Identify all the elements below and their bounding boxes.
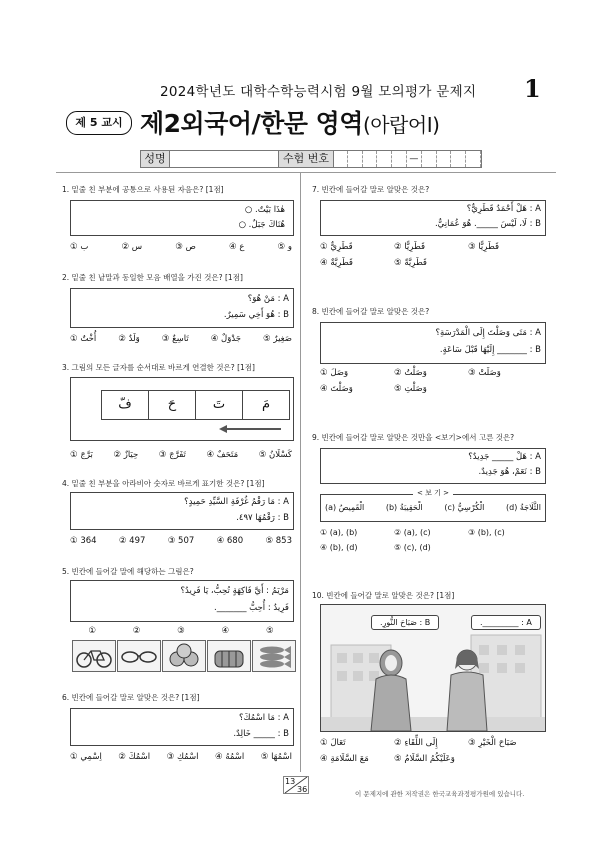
q9-bogi-b: (b) الْحَقِيبَةُ <box>385 503 423 512</box>
q1-option-5[interactable]: ⑤ و <box>277 242 292 252</box>
footer-page: 13 <box>285 777 296 786</box>
q6-line-1: A : مَا اسْمُكَ؟ <box>238 713 289 723</box>
q3-box <box>70 377 294 441</box>
q9-bogi-c: (c) الْكُرْسِيُّ <box>444 503 485 512</box>
q10-option-1[interactable]: ① تَعَالَ <box>320 738 346 748</box>
q2-prompt: 2. 밑줄 친 낱말과 동일한 모음 배열을 가진 것은? [1점] <box>62 273 243 282</box>
oranges-icon[interactable] <box>162 640 206 672</box>
q8-box <box>320 322 546 364</box>
q6-option-4[interactable]: ④ اسْمُهُ <box>215 752 245 762</box>
q5-option-1[interactable]: ① <box>88 626 96 636</box>
exam-number-dash: — <box>407 151 422 167</box>
fish-icon[interactable] <box>252 640 296 672</box>
q9-bogi-box <box>320 489 546 522</box>
exam-number-label: 수험 번호 <box>278 151 334 167</box>
q9-box <box>320 448 546 484</box>
q5-option-2[interactable]: ② <box>132 626 141 636</box>
q10-option-3[interactable]: ③ صَبَاحَ الْخَيْرِ <box>468 738 517 748</box>
q1-options <box>70 242 292 252</box>
q6-line-2: B : _____ خَالِدٌ. <box>233 729 289 739</box>
q10-option-2[interactable]: ② إِلَى اللِّقَاءِ <box>394 738 438 748</box>
exam-header-title: 2024학년도 대학수학능력시험 9월 모의평가 문제지 <box>160 84 477 100</box>
q2-box <box>70 288 294 328</box>
q3-letter-4: مَ <box>242 390 290 420</box>
q2-option-3[interactable]: ③ تَاسِعٌ <box>161 334 189 344</box>
q7-option-3[interactable]: ③ قَطَرِيًّا <box>468 242 500 252</box>
q3-letter-2: حَ <box>148 390 196 420</box>
q8-prompt: 8. 빈칸에 들어갈 말로 알맞은 것은? <box>312 307 430 316</box>
q8-option-3[interactable]: ③ وَصَلَتْ <box>468 368 501 378</box>
q9-line-2: B : نَعَمْ، هُوَ جَدِيدٌ. <box>478 467 541 477</box>
q9-option-1[interactable]: ① (a), (b) <box>320 528 358 537</box>
q3-options <box>70 450 292 460</box>
q3-option-5[interactable]: ⑤ كَسْلَانُ <box>258 450 292 460</box>
copyright-note: 이 문제지에 관한 저작권은 한국교육과정평가원에 있습니다. <box>355 790 525 798</box>
q1-line-1: هٰذَا بَيْتٌ. ○ <box>244 205 285 215</box>
q8-option-5[interactable]: ⑤ وَصَلْتِ <box>394 384 427 394</box>
q10-illustration <box>320 604 546 732</box>
q9-option-4[interactable]: ④ (b), (d) <box>320 543 358 552</box>
q3-letter-3: تَ <box>195 390 243 420</box>
q10-option-5[interactable]: ⑤ وَعَلَيْكُمُ السَّلَامُ <box>394 754 455 764</box>
q6-option-1[interactable]: ① اِسْمِي <box>70 752 102 762</box>
q1-line-2: هُنَاكَ جَبَلٌ. ○ <box>238 220 285 230</box>
q7-options-row-2 <box>320 258 468 268</box>
q5-line-1: مَرْيَمُ : أَيَّ فَاكِهَةٍ تُحِبُّ، يَا فَرِيدُ؟ <box>180 586 289 596</box>
q5-line-2: فَرِيدُ : أُحِبُّ _______. <box>214 603 289 613</box>
q1-prompt: 1. 밑줄 친 부분에 공통으로 사용된 자음은? [1점] <box>62 185 224 194</box>
q1-box <box>70 200 294 236</box>
session-badge: 제 5 교시 <box>66 111 132 135</box>
q7-line-2: B : لَا، لَيْسَ _____. هُوَ عُمَانِيٌّ. <box>434 219 541 229</box>
q7-box <box>320 200 546 236</box>
q8-options-row-2 <box>320 384 468 394</box>
bread-icon[interactable] <box>207 640 251 672</box>
name-field[interactable] <box>170 151 278 167</box>
q10-option-4[interactable]: ④ مَعَ السَّلَامَةِ <box>320 754 369 764</box>
glasses-icon[interactable] <box>117 640 161 672</box>
q4-option-5[interactable]: ⑤ 853 <box>265 536 292 546</box>
q3-option-4[interactable]: ④ مَتَحَفٌ <box>206 450 239 460</box>
q2-option-1[interactable]: ① أُخْتٌ <box>70 334 97 344</box>
q9-line-1: A : هَلْ _____ جَدِيدٌ؟ <box>468 452 541 462</box>
q2-options <box>70 334 292 344</box>
q9-bogi-a: (a) الْقَمِيصُ <box>325 503 365 512</box>
q5-box <box>70 580 294 622</box>
subject-main: 제2외국어/한문 영역 <box>140 109 363 138</box>
q6-option-2[interactable]: ② اسْمُكَ <box>118 752 151 762</box>
q7-option-2[interactable]: ② قَطَرِيًّا <box>394 242 426 252</box>
q6-options <box>70 752 292 762</box>
q9-bogi-title: < 보 기 > <box>413 488 453 498</box>
q2-line-2: B : هُوَ أَخِي سَمِيرٌ. <box>223 310 289 320</box>
q4-line-1: A : مَا رَقْمُ غُرْفَةِ السَّيِّدِ حَمِيدٍ؟ <box>184 497 289 507</box>
q7-prompt: 7. 빈칸에 들어갈 말로 알맞은 것은? <box>312 185 430 194</box>
q4-option-1[interactable]: ① 364 <box>70 536 97 546</box>
q9-option-3[interactable]: ③ (b), (c) <box>468 528 505 537</box>
q3-prompt: 3. 그림의 모든 글자를 순서대로 바르게 연결한 것은? [1점] <box>62 363 255 372</box>
q4-options <box>70 536 292 546</box>
speech-bubble-a: A : _________. <box>471 615 541 630</box>
q10-prompt: 10. 빈칸에 들어갈 말로 알맞은 것은? [1점] <box>312 591 455 600</box>
page-number: 1 <box>524 74 541 103</box>
q6-option-5[interactable]: ⑤ اسْمُهَا <box>260 752 292 762</box>
q7-line-1: A : هَلْ أَحْمَدُ قَطَرِيٌّ؟ <box>466 204 541 214</box>
q1-option-1[interactable]: ① ب <box>70 242 89 252</box>
subject-sub: (아랍어Ⅰ) <box>362 113 440 137</box>
q9-option-5[interactable]: ⑤ (c), (d) <box>394 543 431 552</box>
q8-line-2: B : _______ إِلَيْهَا قَبْلَ سَاعَةٍ. <box>439 345 541 355</box>
q5-option-5[interactable]: ⑤ <box>265 626 274 636</box>
q9-option-2[interactable]: ② (a), (c) <box>394 528 431 537</box>
name-label: 성명 <box>141 151 170 167</box>
q6-option-3[interactable]: ③ اسْمُكِ <box>166 752 199 762</box>
subject-title <box>140 104 439 140</box>
footer-page-counter <box>283 776 309 794</box>
q1-option-2[interactable]: ② س <box>121 242 143 252</box>
exam-number-field[interactable] <box>333 151 481 167</box>
q5-option-4[interactable]: ④ <box>221 626 230 636</box>
bicycle-icon[interactable] <box>72 640 116 672</box>
q3-option-2[interactable]: ② حِيَازٌ <box>113 450 139 460</box>
q7-option-5[interactable]: ⑤ قَطَرِيَّةً <box>394 258 427 268</box>
q3-option-3[interactable]: ③ تَفَرَّجَ <box>158 450 186 460</box>
info-bar <box>140 150 482 168</box>
q9-bogi-d: (d) الثَّلَاجَةُ <box>506 503 541 512</box>
q2-option-5[interactable]: ⑤ صَغِيرٌ <box>263 334 292 344</box>
q1-option-3[interactable]: ③ ص <box>175 242 196 252</box>
q7-option-1[interactable]: ① قَطَرِيٌّ <box>320 242 353 252</box>
q4-prompt: 4. 밑줄 친 부분을 아라비아 숫자로 바르게 표기한 것은? [1점] <box>62 479 265 488</box>
q4-line-2: B : رَقْمُهَا ٤٩٧. <box>236 513 289 523</box>
q6-prompt: 6. 빈칸에 들어갈 말로 알맞은 것은? [1점] <box>62 693 200 702</box>
q8-option-4[interactable]: ④ وَصَلْتَ <box>320 384 353 394</box>
q5-options <box>70 626 292 636</box>
q3-option-1[interactable]: ① بَرَّجَ <box>70 450 93 460</box>
arrow-left-icon <box>219 424 283 434</box>
q2-option-2[interactable]: ② وَلَدٌ <box>118 334 140 344</box>
q4-option-4[interactable]: ④ 680 <box>216 536 244 546</box>
q5-prompt: 5. 빈칸에 들어갈 말에 해당하는 그림은? <box>62 567 194 576</box>
q9-options-row-2 <box>320 543 468 552</box>
q4-box <box>70 492 294 530</box>
q9-options-row-1 <box>320 528 542 537</box>
q7-option-4[interactable]: ④ قَطَرِيَّةٌ <box>320 258 353 268</box>
q3-letter-1: فّ <box>101 390 149 420</box>
q8-line-1: A : مَتَى وَصَلْتَ إِلَى الْمَدْرَسَةِ؟ <box>435 328 541 338</box>
q8-option-1[interactable]: ① وَصَلَ <box>320 368 349 378</box>
q6-box <box>70 708 294 746</box>
q2-option-4[interactable]: ④ جَدْوَلٌ <box>210 334 242 344</box>
q2-line-1: A : مَنْ هُوَ؟ <box>247 294 289 304</box>
q9-prompt: 9. 빈칸에 들어갈 말로 알맞은 것만을 <보기>에서 고른 것은? <box>312 433 515 442</box>
speech-bubble-b: B : صَبَاحَ النُّورِ. <box>371 615 439 630</box>
top-rule <box>56 172 556 173</box>
q8-options-row-1 <box>320 368 542 378</box>
q7-options-row-1 <box>320 242 542 252</box>
q8-option-2[interactable]: ② وَصَلْتُ <box>394 368 427 378</box>
q4-option-2[interactable]: ② 497 <box>118 536 146 546</box>
column-divider <box>300 172 301 772</box>
footer-total: 36 <box>297 785 308 794</box>
q4-option-3[interactable]: ③ 507 <box>167 536 195 546</box>
q5-option-3[interactable]: ③ <box>177 626 185 636</box>
q10-options-row-2 <box>320 754 504 764</box>
q1-option-4[interactable]: ④ ع <box>229 242 245 252</box>
q10-options-row-1 <box>320 738 542 748</box>
